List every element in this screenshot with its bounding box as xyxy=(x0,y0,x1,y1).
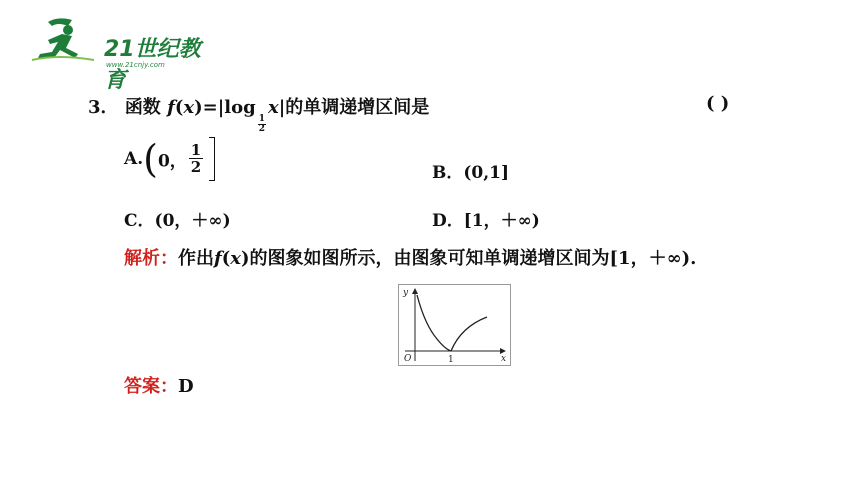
x-axis-label: x xyxy=(501,354,507,364)
answer-colon: ： xyxy=(160,376,178,397)
log-base-num: 1 xyxy=(258,114,265,124)
option-a-den: 2 xyxy=(190,158,202,176)
option-a-fraction xyxy=(189,143,203,175)
stem-prefix: 函数 xyxy=(124,97,161,118)
answer-label: 答案 xyxy=(124,376,160,397)
tick-label-1: 1 xyxy=(448,355,454,365)
option-d: D．[1，＋∞) xyxy=(432,211,540,231)
close-bracket xyxy=(209,137,215,181)
log-base-den: 2 xyxy=(258,124,265,134)
answer-line xyxy=(124,372,194,398)
option-c: C．(0，＋∞) xyxy=(124,211,231,231)
curve-left xyxy=(417,295,451,351)
origin-label: O xyxy=(404,354,412,364)
log-base-fraction xyxy=(258,115,266,134)
option-a-num: 1 xyxy=(190,141,202,159)
option-a-label: A. xyxy=(124,149,144,169)
answer-blank: ( ) xyxy=(706,93,730,114)
analysis-colon: ： xyxy=(160,248,178,269)
question-number: 3． xyxy=(88,97,119,118)
analysis-var: x xyxy=(230,248,242,269)
option-a-left: 0， xyxy=(157,151,187,172)
log-arg: x xyxy=(267,97,279,118)
func-name: f xyxy=(167,97,175,118)
analysis-func: f xyxy=(214,248,222,269)
logo-text: 21世纪教育 xyxy=(104,37,201,93)
option-b: B．(0,1] xyxy=(432,163,510,183)
open-paren: ( xyxy=(143,137,158,181)
running-figure-icon xyxy=(28,14,98,66)
option-a xyxy=(124,137,215,187)
analysis-line: 解析：作出f(x)的图象如图所示，由图象可知单调递增区间为[1，＋∞). xyxy=(124,248,697,269)
analysis-text-before: 作出 xyxy=(178,248,214,269)
question-stem: 3． 函数 f(x)=|log $\frac{1}{2}$ x|的单调递增区间是 xyxy=(88,97,430,134)
logo-url: www.21cnjy.com xyxy=(106,61,165,69)
graph-svg xyxy=(399,285,510,365)
func-var: x xyxy=(183,97,195,118)
stem-suffix: |的单调递增区间是 xyxy=(278,97,430,118)
answer-value: D xyxy=(178,376,194,397)
function-graph xyxy=(398,284,511,366)
curve-right xyxy=(451,317,487,351)
analysis-text-after: 的图象如图所示，由图象可知单调递增区间为[1，＋∞). xyxy=(249,248,697,269)
analysis-label: 解析 xyxy=(124,248,160,269)
stem-equals: =|log xyxy=(202,97,256,118)
site-logo xyxy=(28,14,203,93)
y-axis-label: y xyxy=(403,288,409,298)
